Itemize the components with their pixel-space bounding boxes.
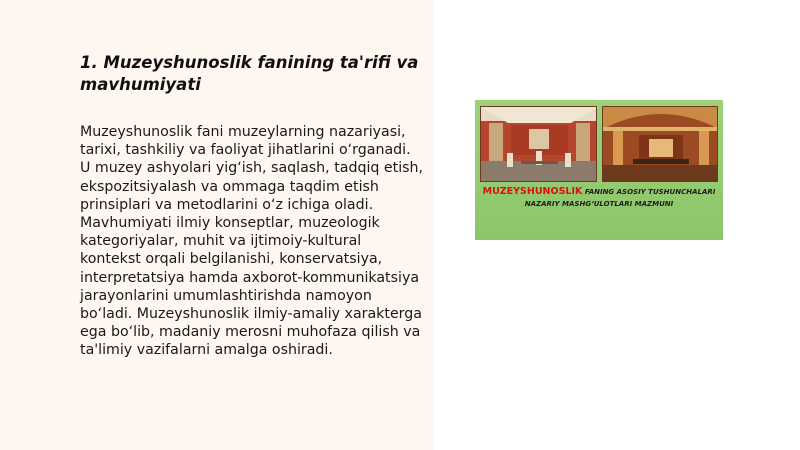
slide-body-text: Muzeyshunoslik fani muzeylarning nazariyasi, tarixi, tashkiliy va faoliyat jihatlarini o‘rganadi. U muzey ashyolari yig‘ish, saqlash, tadqiq etish, ekspozitsiyalash va ommaga taqdim etish prinsiplari va metodlarini o‘z ichiga oladi. Mavhumiyati ilmiy konseptlar, muzeologik kategoriyalar, muhit va ijtimoiy-kultural kontekst orqali belgilanishi, konservatsiya, interpretatsiya hamda axborot-kommunikatsiya jarayonlarini umumlashtirishda namoyon bo‘ladi. Muzeyshunoslik ilmiy-amaliy xarakterga ega bo‘lib, madaniy merosni muhofaza qilish va ta'limiy vazifalarni amalga oshiradi. bbox=[80, 124, 424, 359]
image-caption-highlight: MUZEYSHUNOSLIK bbox=[482, 186, 583, 197]
museum-hall-photo-left bbox=[480, 106, 597, 182]
image-caption-rest: FANING ASOSIY TUSHUNCHALARI NAZARIY MASHG‘ULOTLARI MAZMUNI bbox=[524, 188, 716, 208]
museum-image bbox=[475, 100, 723, 240]
image-caption bbox=[481, 186, 717, 210]
slide-title: 1. Muzeyshunoslik fanining ta'rifi va mavhumiyati bbox=[80, 53, 419, 94]
museum-hall-photo-right bbox=[602, 106, 718, 182]
